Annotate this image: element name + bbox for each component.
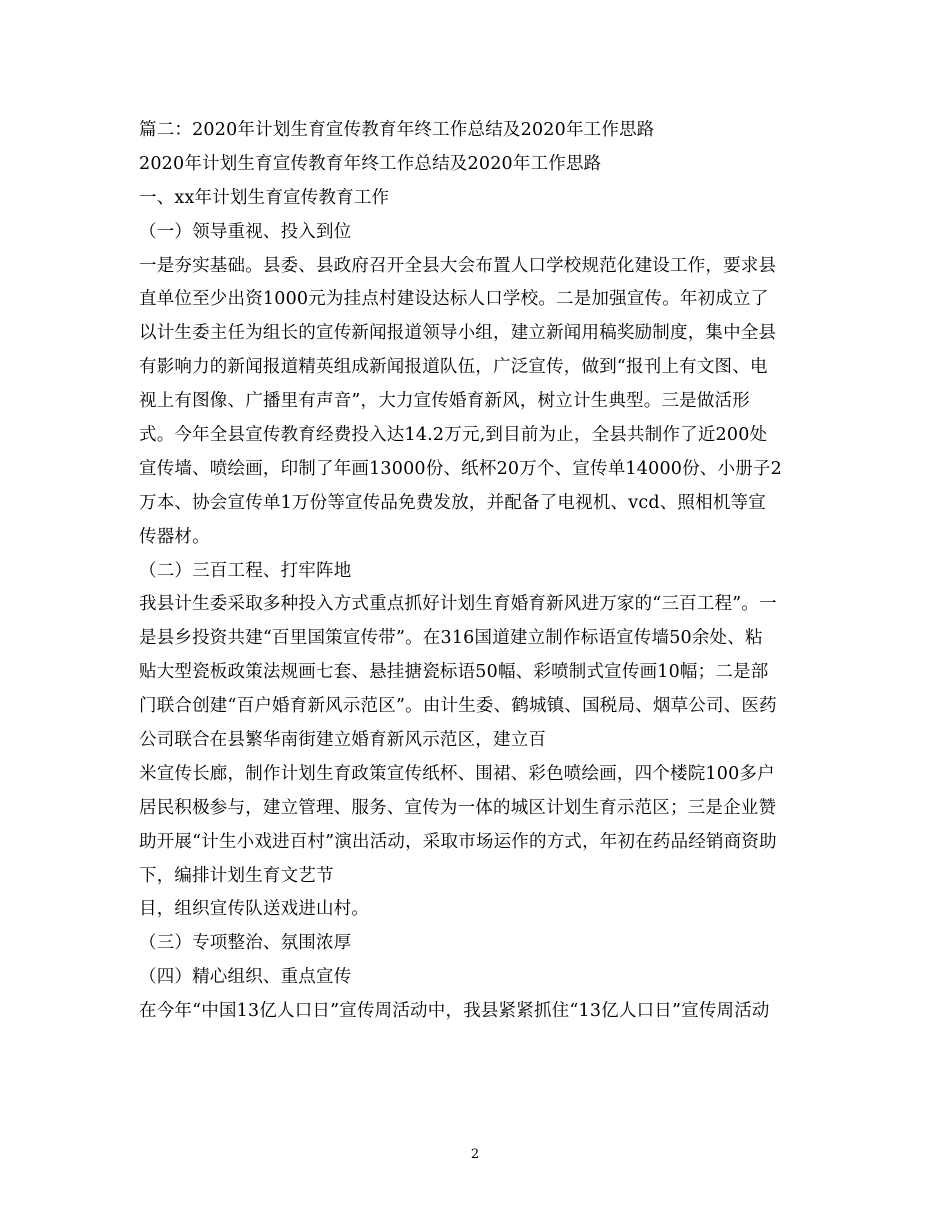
paragraph-line: 公司联合在县繁华南街建立婚育新风示范区，建立百: [139, 730, 547, 751]
subsection-heading-4: （四）精心组织、重点宣传: [139, 967, 352, 988]
paragraph-line: 我县计生委采取多种投入方式重点抓好计划生育婚育新风进万家的“三百工程”。一: [139, 594, 777, 615]
page-number: 2: [470, 1147, 480, 1162]
paragraph-line: 式。今年全县宣传教育经费投入达14.2万元,到目前为止，全县共制作了近200处: [139, 425, 768, 446]
document-body: [139, 114, 819, 1029]
paragraph-line: 万本、协会宣传单1万份等宣传品免费发放，并配备了电视机、vcd、照相机等宣: [139, 492, 766, 513]
heading-part-two: 篇二：2020年计划生育宣传教育年终工作总结及2020年工作思路: [139, 120, 655, 140]
paragraph-line: 有影响力的新闻报道精英组成新闻报道队伍，广泛宣传，做到“报刊上有文图、电: [139, 357, 768, 378]
subsection-heading-2: （二）三百工程、打牢阵地: [139, 560, 352, 581]
subsection-heading-3: （三）专项整治、氛围浓厚: [139, 933, 352, 954]
paragraph-line: 下，编排计划生育文艺节: [139, 865, 334, 886]
paragraph-line: 米宣传长廊，制作计划生育政策宣传纸杯、围裙、彩色喷绘画，四个楼院100多户: [139, 763, 775, 784]
paragraph-line: 以计生委主任为组长的宣传新闻报道领导小组，建立新闻用稿奖励制度，集中全县: [139, 323, 777, 344]
paragraph-line: 宣传墙、喷绘画，印制了年画13000份、纸杯20万个、宣传单14000份、小册子2: [139, 458, 782, 479]
paragraph-line: 一是夯实基础。县委、县政府召开全县大会布置人口学校规范化建设工作，要求县: [139, 255, 777, 276]
paragraph-line: 门联合创建“百户婚育新风示范区”。由计生委、鹤城镇、国税局、烟草公司、医药: [139, 696, 777, 717]
paragraph-line: 是县乡投资共建“百里国策宣传带”。在316国道建立制作标语宣传墙50余处、粘: [139, 628, 763, 649]
paragraph-line: 在今年“中国13亿人口日”宣传周活动中，我县紧紧抓住“13亿人口日”宣传周活动: [139, 1001, 770, 1022]
section-heading-1: 一、xx年计划生育宣传教育工作: [139, 187, 390, 208]
paragraph-line: 居民积极参与，建立管理、服务、宣传为一体的城区计划生育示范区；三是企业赞: [139, 797, 777, 818]
paragraph-line: 视上有图像、广播里有声音”，大力宣传婚育新风，树立计生典型。三是做活形: [139, 391, 750, 412]
paragraph-line: 传器材。: [139, 526, 210, 547]
subsection-heading-1: （一）领导重视、投入到位: [139, 221, 352, 242]
paragraph-line: 直单位至少出资1000元为挂点村建设达标人口学校。二是加强宣传。年初成立了: [139, 289, 769, 310]
paragraph-line: 助开展“计生小戏进百村”演出活动，采取市场运作的方式，年初在药品经销商资助: [139, 831, 777, 852]
document-title: 2020年计划生育宣传教育年终工作总结及2020年工作思路: [139, 153, 602, 174]
paragraph-line: 目，组织宣传队送戏进山村。: [139, 899, 370, 920]
paragraph-line: 贴大型瓷板政策法规画七套、悬挂搪瓷标语50幅、彩喷制式宣传画10幅；二是部: [139, 662, 769, 683]
